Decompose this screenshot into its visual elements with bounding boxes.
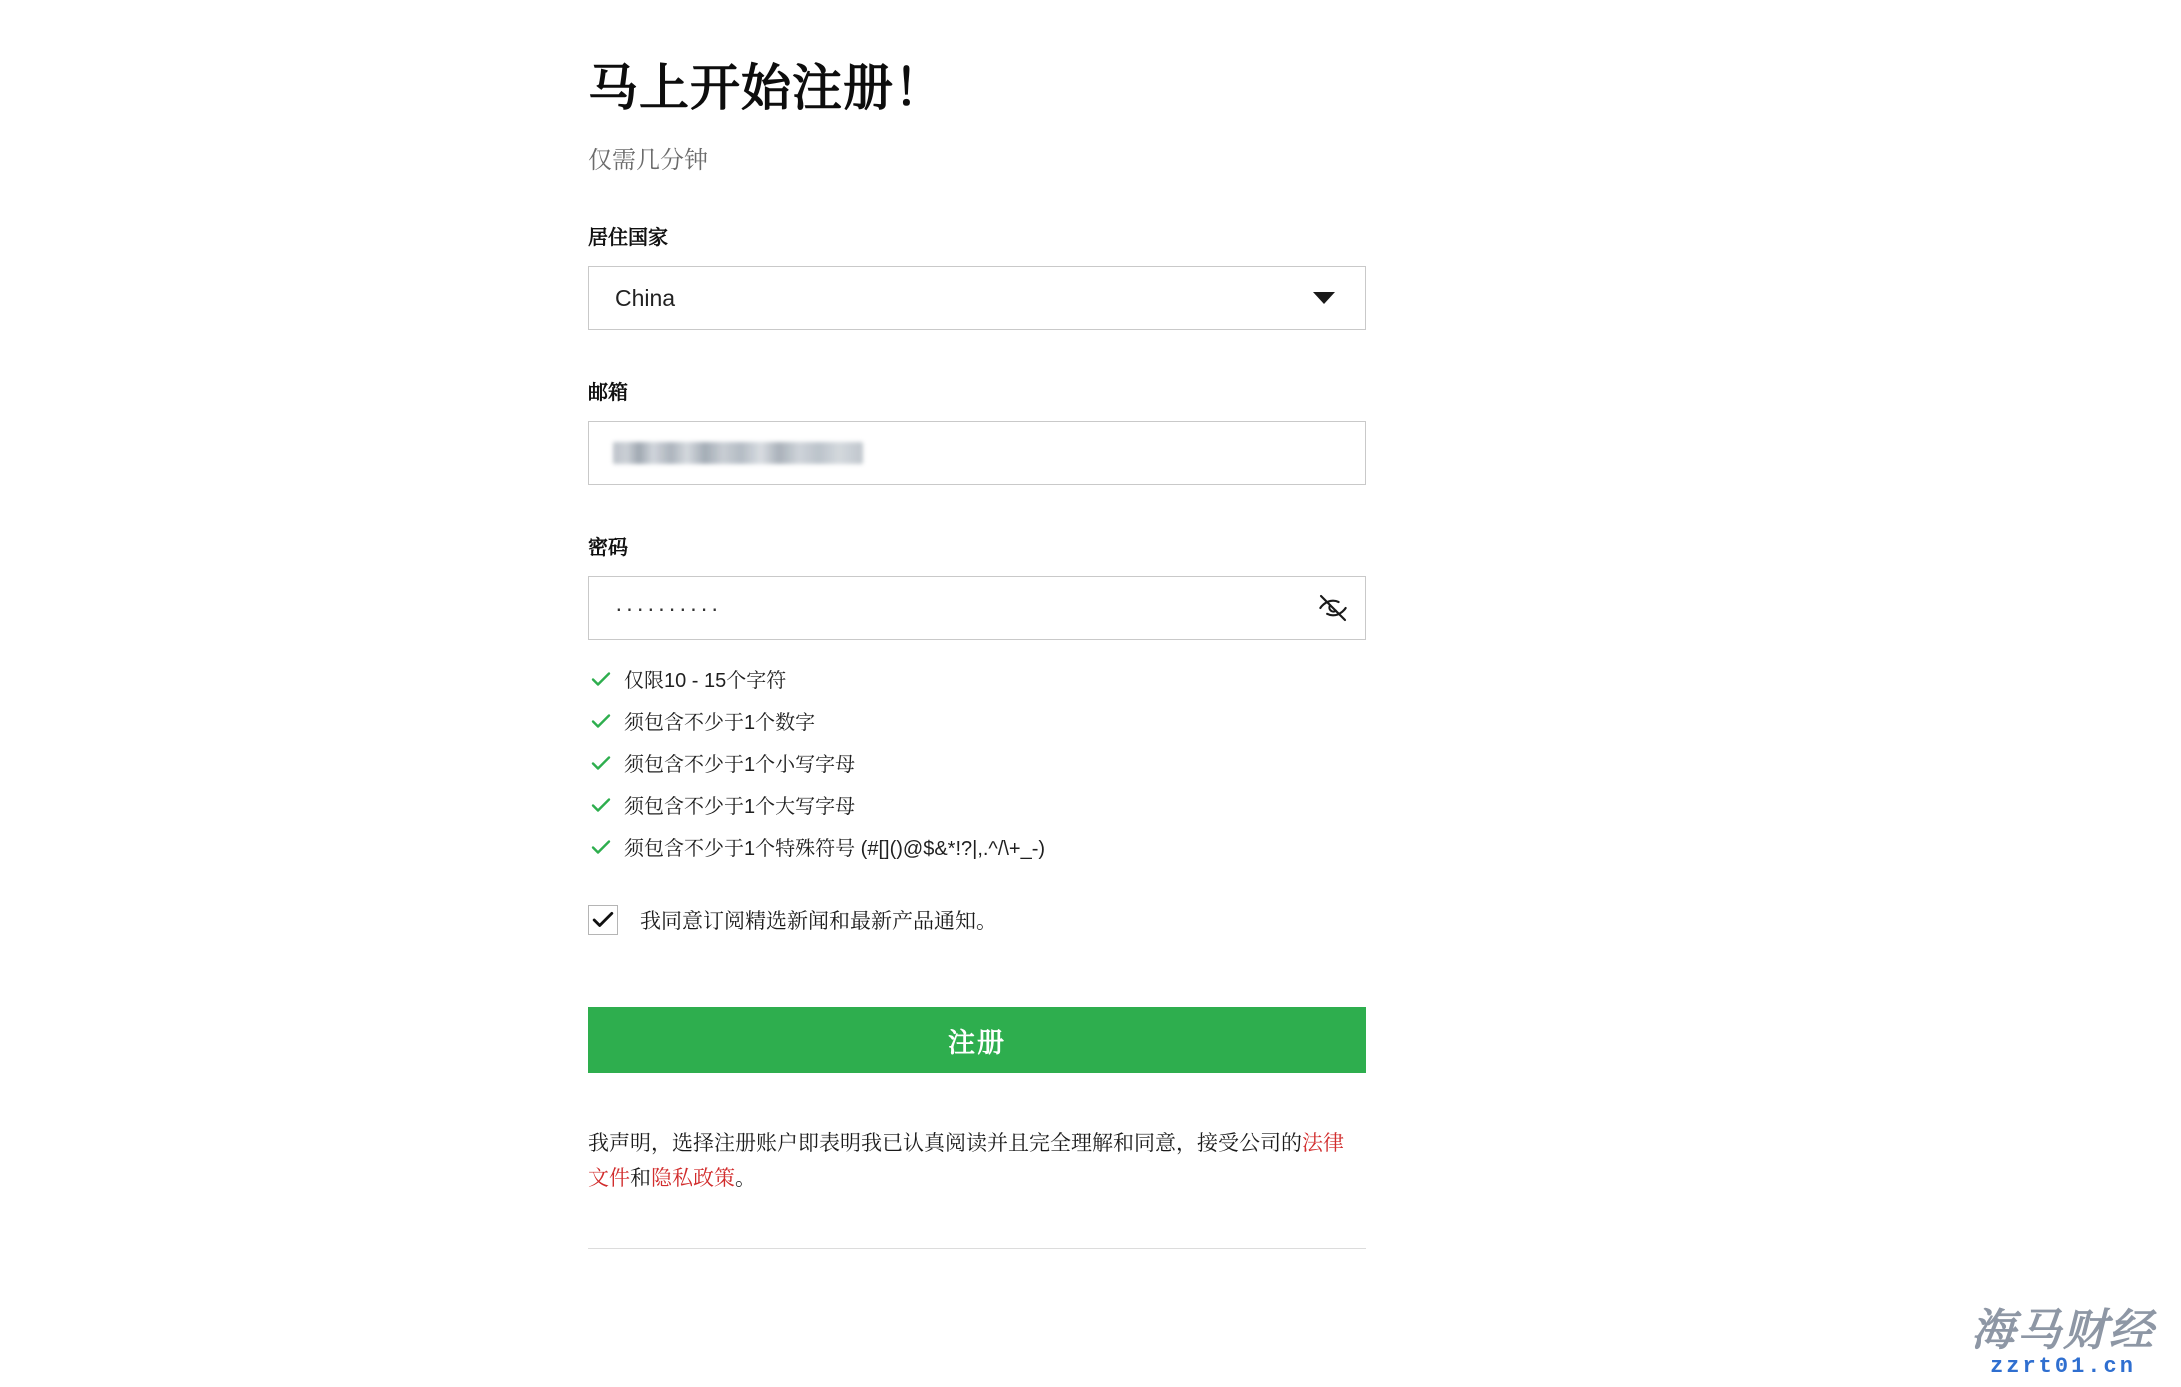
check-icon [588,713,614,729]
password-rule-item [588,790,1368,819]
email-field-group [588,376,1368,485]
email-value-redacted [613,442,863,464]
password-field-group [588,531,1368,640]
registration-form [588,40,1368,1249]
password-rule-text: 须包含不少于1个特殊符号 (#[]()@$&*!?|,.^/\+_-) [624,838,1046,860]
check-icon [588,839,614,855]
eye-off-icon[interactable] [1301,592,1365,624]
legal-text-before: 我声明，选择注册账户即表明我已认真阅读并且完全理解和同意，接受公司的 [588,1132,1302,1155]
password-rule-item [588,832,1368,861]
watermark-sub-text: zzrt01.cn [1990,1354,2136,1379]
privacy-policy-link[interactable]: 隐私政策 [651,1166,735,1190]
watermark [1971,1294,2155,1379]
check-icon [588,797,614,813]
password-input[interactable] [588,576,1366,640]
country-field-group [588,221,1368,330]
newsletter-consent-label: 我同意订阅精选新闻和最新产品通知。 [640,910,997,933]
legal-disclaimer [588,1127,1348,1196]
check-icon [588,671,614,687]
check-icon [592,911,614,929]
chevron-down-icon[interactable] [1301,292,1365,304]
watermark-main-text: 海马财经 [1971,1306,2155,1355]
email-input[interactable] [588,421,1366,485]
legal-documents-link[interactable]: 法律文件 [588,1132,1344,1190]
page-title: 马上开始注册！ [588,60,945,116]
password-rules-list [588,664,1368,861]
password-rule-text: 须包含不少于1个数字 [624,712,816,734]
password-rule-item [588,748,1368,777]
newsletter-checkbox[interactable] [588,905,618,935]
country-label: 居住国家 [588,227,668,249]
password-rule-text: 须包含不少于1个大写字母 [624,796,856,818]
country-select[interactable] [588,266,1366,330]
legal-text-middle: 和 [630,1166,651,1190]
password-label: 密码 [588,537,628,559]
section-divider [588,1248,1366,1249]
newsletter-consent-row[interactable] [588,905,1368,935]
legal-text-after: 。 [735,1166,756,1190]
password-rule-text: 仅限10 - 15个字符 [624,670,787,692]
password-rule-item [588,664,1368,693]
password-rule-text: 须包含不少于1个小写字母 [624,754,856,776]
check-icon [588,755,614,771]
page-subtitle: 仅需几分钟 [588,147,708,174]
password-value: ·········· [615,594,722,621]
email-label: 邮箱 [588,382,628,404]
password-rule-item [588,706,1368,735]
register-button[interactable]: 注册 [588,1007,1366,1073]
country-selected-value: China [615,284,676,311]
